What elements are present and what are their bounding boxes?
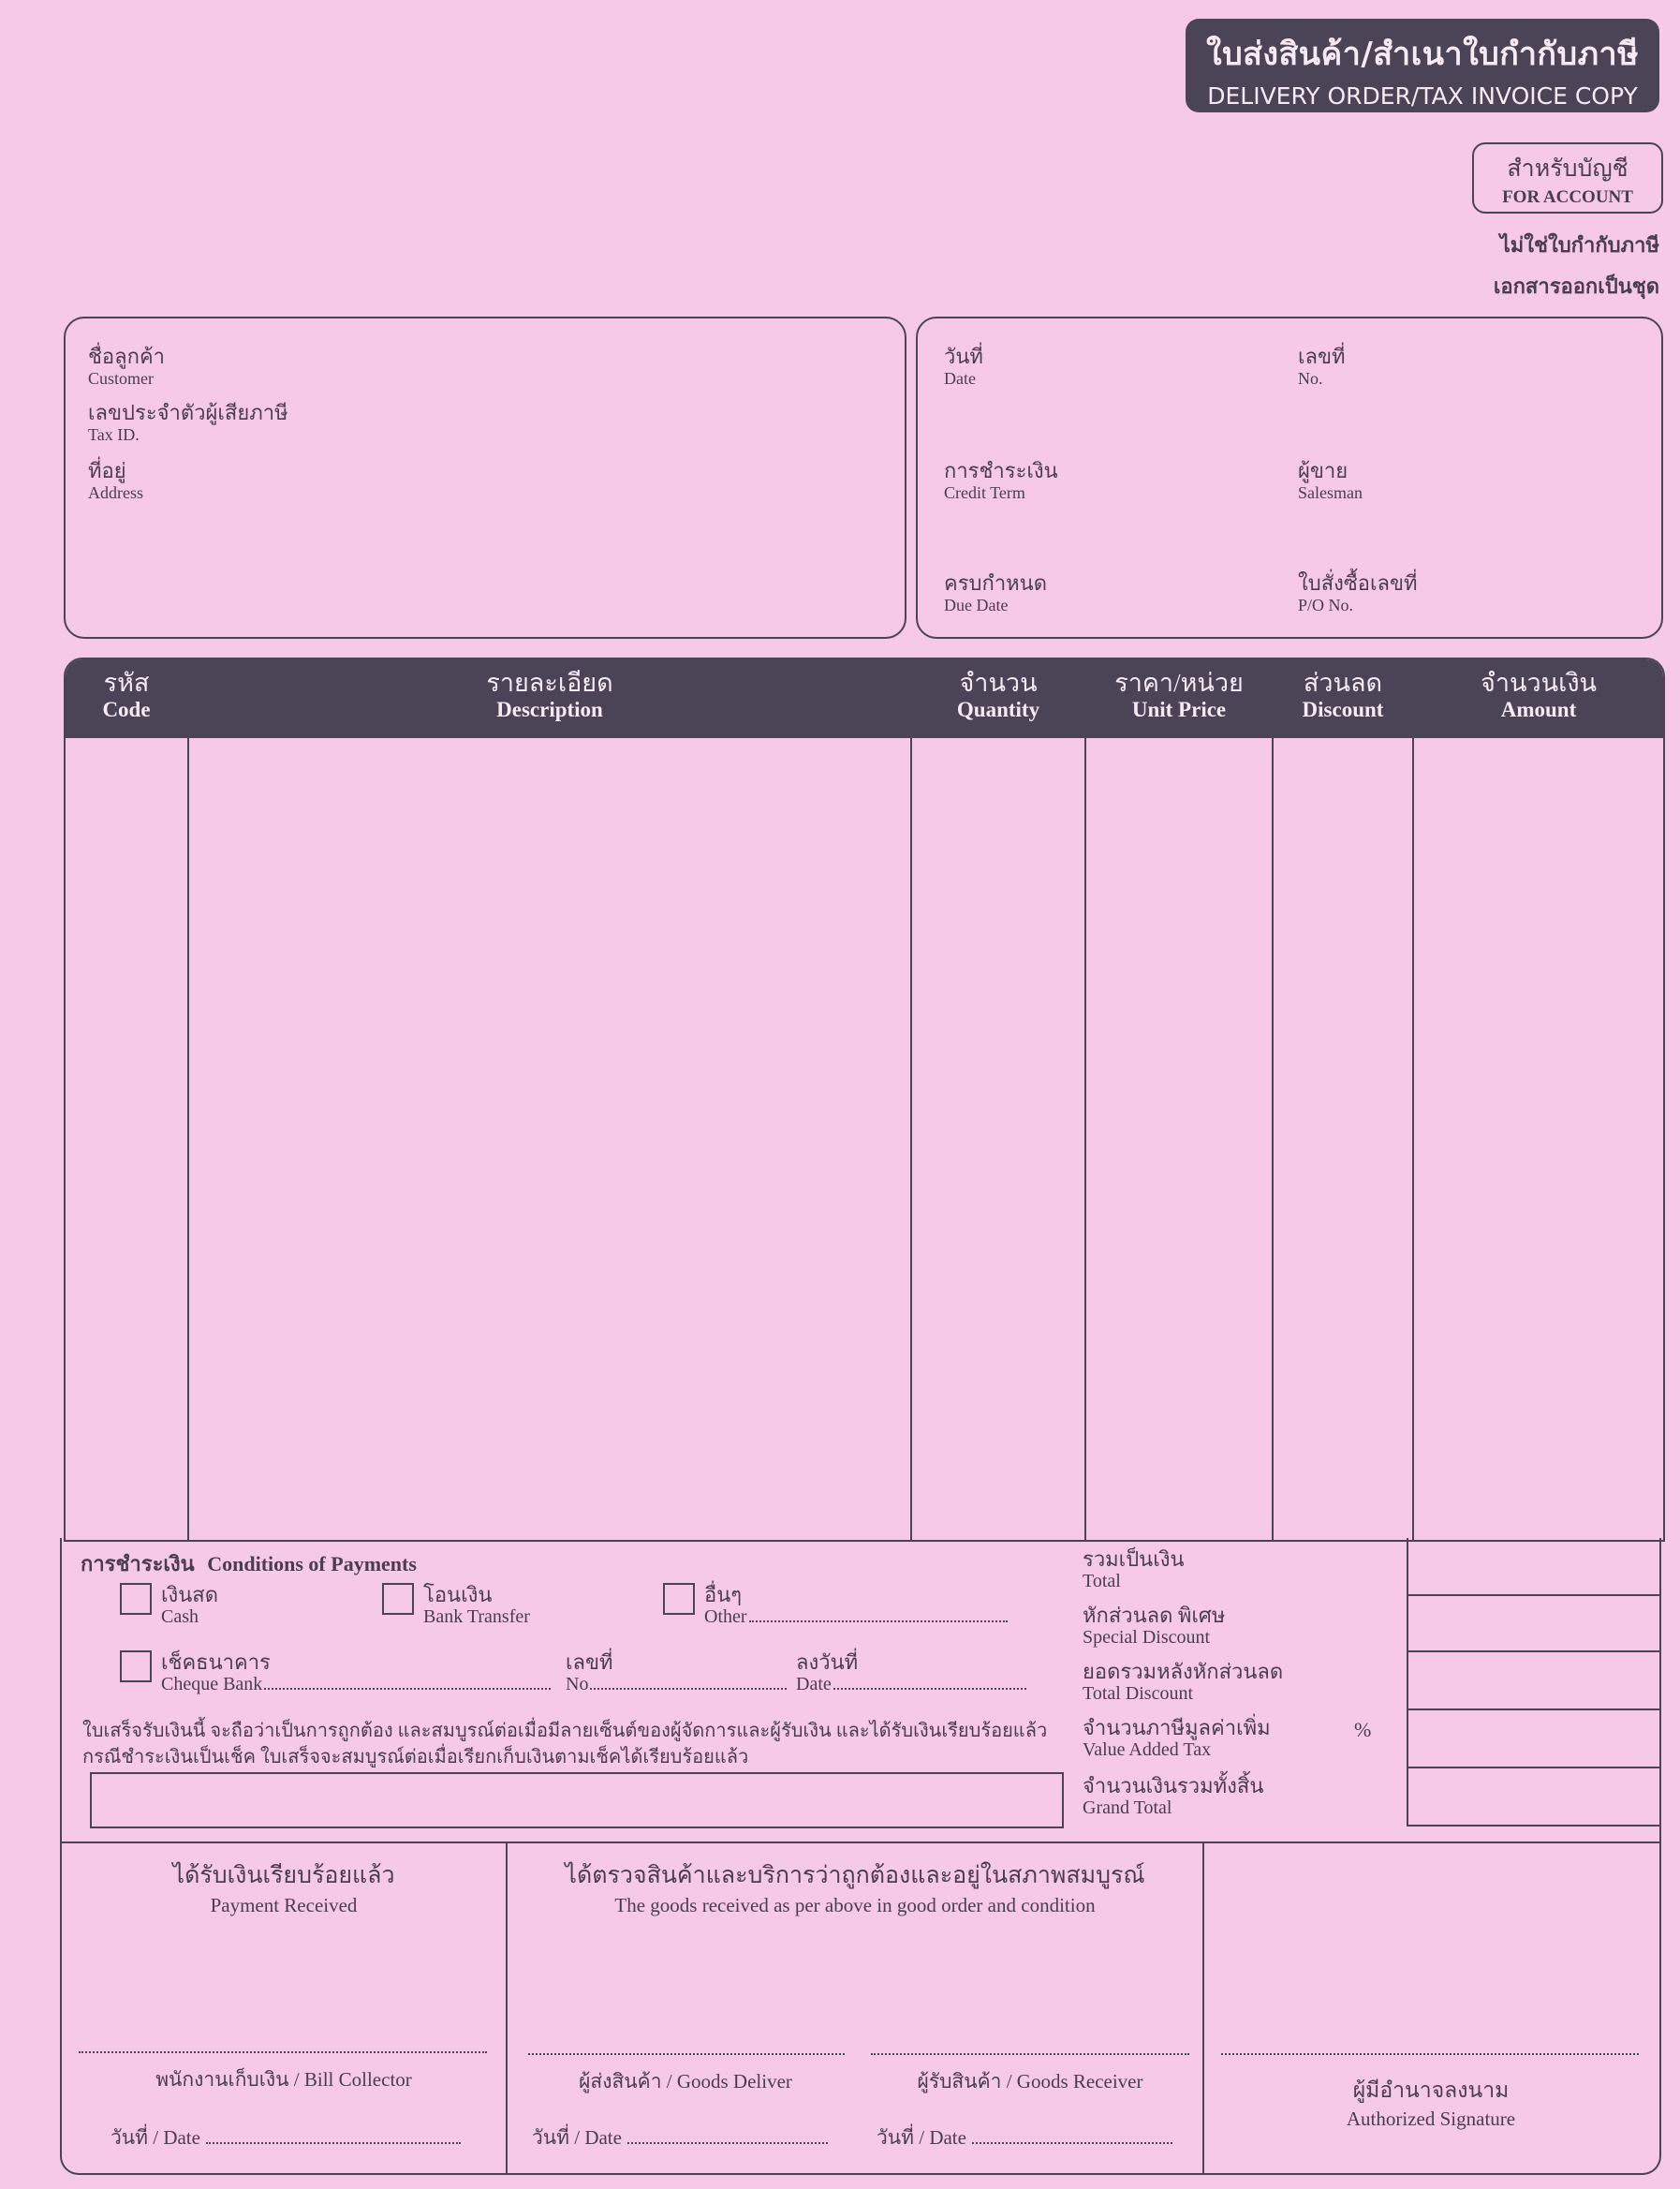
number-label-th: เลขที่ [1298,345,1346,368]
column-description-th: รายละเอียด [486,669,613,697]
column-divider [187,659,189,1540]
cheque-date-row [796,1675,1026,1694]
column-discount-en: Discount [1302,698,1384,721]
cash-label-en: Cash [161,1606,199,1627]
column-code-en: Code [102,698,151,721]
total-discount-value-cell[interactable] [1408,1652,1659,1710]
title-thai: ใบส่งสินค้า/สำเนาใบกำกับภาษี [1205,36,1640,73]
receipt-terms [82,1718,1047,1770]
deliver-date-line[interactable] [627,2142,828,2144]
tax-id-label-th: เลขประจำตัวผู้เสียภาษี [88,401,288,424]
payment-heading-en: Conditions of Payments [207,1552,417,1575]
receiver-date-line[interactable] [972,2142,1172,2144]
bank-transfer-checkbox[interactable] [382,1583,414,1615]
date-field[interactable] [944,345,983,388]
credit-term-label-th: การชำระเงิน [944,459,1058,482]
column-unit-price-th: ราคา/หน่วย [1114,669,1244,697]
cheque-date-label-th: ลงวันที่ [796,1650,859,1674]
receipt-terms-line-2: กรณีชำระเงินเป็นเช็ค ใบเสร็จจะสมบูรณ์ต่อเมื่อเรียกเก็บเงินตามเช็คได้เรียบร้อยแล้ว [82,1747,749,1767]
payment-heading-th: การชำระเงิน [81,1552,195,1575]
other-checkbox[interactable] [663,1583,695,1615]
vat-label-th: จำนวนภาษีมูลค่าเพิ่ม [1083,1716,1271,1739]
payment-heading [81,1547,417,1580]
cheque-label-th: เช็คธนาคาร [161,1650,271,1674]
collector-date-label: วันที่ / Date [111,2126,200,2149]
receipt-terms-line-1: ใบเสร็จรับเงินนี้ จะถือว่าเป็นการถูกต้อง และสมบูรณ์ต่อเมื่อมีลายเซ็นต์ของผู้จัดการและผู้รับเงิน และได้รับเงินเรียบร้อยแล้ว [82,1721,1048,1741]
number-field[interactable] [1298,345,1346,388]
number-label-en: No. [1298,369,1323,388]
vat-label-en: Value Added Tax [1083,1739,1212,1760]
date-label-th: วันที่ [944,345,983,368]
vat-percent-sign: % [1354,1718,1372,1741]
address-label-th: ที่อยู่ [88,459,126,482]
date-label-en: Date [944,369,976,388]
receiver-signature-line[interactable] [871,2053,1189,2055]
cheque-number-label-th: เลขที่ [566,1650,613,1674]
column-quantity-th: จำนวน [959,669,1038,697]
receiver-date-field[interactable] [877,2122,1172,2153]
authorized-signature-th: ผู้มีอำนาจลงนาม [1352,2078,1510,2102]
credit-term-field[interactable] [944,459,1058,502]
total-row-label [1083,1547,1185,1590]
authorized-signature-label [1204,2074,1658,2131]
column-header-unit-price [1086,659,1272,738]
due-date-field[interactable] [944,571,1047,614]
tax-id-label-en: Tax ID. [88,425,140,444]
other-label-en: Other [704,1606,747,1627]
due-date-label-en: Due Date [944,596,1009,614]
column-divider [1412,659,1414,1540]
column-divider [1084,659,1086,1540]
column-unit-price-en: Unit Price [1131,698,1227,721]
address-label-en: Address [88,483,143,502]
cheque-number-label-en: No [566,1674,589,1694]
other-label-th: อื่นๆ [704,1583,743,1606]
deliver-date-field[interactable] [532,2122,828,2153]
not-tax-invoice-note: ไม่ใช่ใบกำกับภาษี [1499,233,1659,257]
total-discount-label-th: ยอดรวมหลังหักส่วนลด [1083,1660,1284,1683]
column-amount-en: Amount [1500,698,1577,721]
total-discount-label-en: Total Discount [1083,1683,1194,1704]
column-code-th: รหัส [103,669,150,697]
special-discount-label-th: หักส่วนลด พิเศษ [1083,1604,1226,1627]
deliver-date-label: วันที่ / Date [532,2126,622,2149]
bank-transfer-label-th: โอนเงิน [423,1583,493,1606]
cheque-number-row [566,1675,787,1694]
cheque-checkbox[interactable] [120,1650,152,1682]
column-header-code [66,659,187,738]
for-account-badge [1472,142,1663,214]
grand-total-label-en: Grand Total [1083,1797,1172,1818]
special-discount-row-label [1083,1604,1225,1647]
bank-transfer-option[interactable] [382,1583,530,1627]
payment-received-en: Payment Received [210,1894,358,1916]
tax-id-field[interactable] [88,401,288,444]
account-thai: สำหรับบัญชี [1507,156,1628,182]
amount-in-words-box[interactable] [90,1772,1064,1828]
vat-value-cell[interactable] [1408,1710,1659,1768]
receiver-date-label: วันที่ / Date [877,2126,966,2149]
column-header-discount [1274,659,1412,738]
salesman-field[interactable] [1298,459,1363,502]
po-number-label-en: P/O No. [1298,596,1354,614]
customer-panel [64,317,906,639]
grand-total-row-label [1083,1774,1263,1817]
total-discount-row-label [1083,1660,1283,1703]
cheque-number-field[interactable] [566,1650,787,1694]
payment-received-th: ได้รับเงินเรียบร้อยแล้ว [172,1863,395,1888]
other-input-line[interactable] [749,1620,1008,1622]
cash-label-th: เงินสด [161,1583,219,1606]
customer-field[interactable] [88,345,165,388]
goods-received-th: ได้ตรวจสินค้าและบริการว่าถูกต้องและอยู่ในสภาพสมบูรณ์ [565,1863,1145,1888]
goods-received-heading [508,1856,1202,1917]
salesman-label-en: Salesman [1298,483,1363,502]
cash-checkbox[interactable] [120,1583,152,1615]
cheque-option[interactable] [120,1650,551,1694]
title-english: DELIVERY ORDER/TAX INVOICE COPY [1207,82,1638,110]
cheque-date-field[interactable] [796,1650,1026,1694]
signature-row-divider [60,1841,1659,1843]
document-title-box [1186,19,1659,112]
authorized-signature-en: Authorized Signature [1346,2108,1516,2130]
po-number-label-th: ใบสั่งซื้อเลขที่ [1298,571,1418,595]
deliver-label: ผู้ส่งสินค้า / Goods Deliver [579,2070,792,2093]
salesman-label-th: ผู้ขาย [1298,459,1348,482]
column-amount-th: จำนวนเงิน [1481,669,1597,697]
totals-value-column [1407,1538,1661,1827]
payment-received-heading [62,1856,506,1917]
cheque-bank-input-line[interactable] [264,1688,551,1690]
receiver-label: ผู้รับสินค้า / Goods Receiver [917,2070,1143,2093]
other-option[interactable] [663,1583,1008,1627]
other-label-en-row [704,1607,1008,1626]
total-value-cell[interactable] [1408,1538,1659,1596]
goods-received-en: The goods received as per above in good order and condition [614,1894,1096,1916]
column-header-quantity [912,659,1084,738]
cheque-date-label-en: Date [796,1674,832,1694]
collector-label: พนักงานเก็บเงิน / Bill Collector [155,2068,412,2091]
cheque-label-en: Cheque Bank [161,1674,263,1694]
cheque-date-input-line[interactable] [833,1688,1026,1690]
column-header-amount [1414,659,1663,738]
cash-option[interactable] [120,1583,218,1627]
order-info-panel [916,317,1663,639]
column-quantity-en: Quantity [956,698,1040,721]
total-label-en: Total [1083,1571,1121,1591]
grand-total-label-th: จำนวนเงินรวมทั้งสิ้น [1083,1774,1264,1797]
deliver-signature-line[interactable] [528,2053,845,2055]
items-table [64,658,1665,1542]
cheque-number-input-line[interactable] [590,1688,787,1690]
special-discount-label-en: Special Discount [1083,1627,1211,1648]
authorized-signature-line[interactable] [1221,2053,1639,2055]
customer-label-en: Customer [88,369,154,388]
column-divider [910,659,912,1540]
cheque-label-en-row [161,1675,551,1694]
document-set-note: เอกสารออกเป็นชุด [1493,274,1659,298]
credit-term-label-en: Credit Term [944,483,1025,502]
collector-signature-line[interactable] [79,2051,487,2053]
account-english: FOR ACCOUNT [1502,187,1633,207]
vat-row-label [1083,1716,1271,1759]
bank-transfer-label-en: Bank Transfer [423,1606,530,1627]
customer-label-th: ชื่อลูกค้า [88,345,166,368]
column-header-description [189,659,910,738]
column-divider [1272,659,1274,1540]
po-number-field[interactable] [1298,571,1418,614]
grand-total-value-cell[interactable] [1408,1768,1659,1827]
special-discount-value-cell[interactable] [1408,1594,1659,1652]
due-date-label-th: ครบกำหนด [944,571,1047,595]
address-field[interactable] [88,459,143,502]
collector-date-field[interactable] [111,2122,461,2153]
column-discount-th: ส่วนลด [1303,669,1383,697]
total-label-th: รวมเป็นเงิน [1083,1547,1185,1571]
column-description-en: Description [496,698,603,721]
collector-date-line[interactable] [206,2142,461,2144]
